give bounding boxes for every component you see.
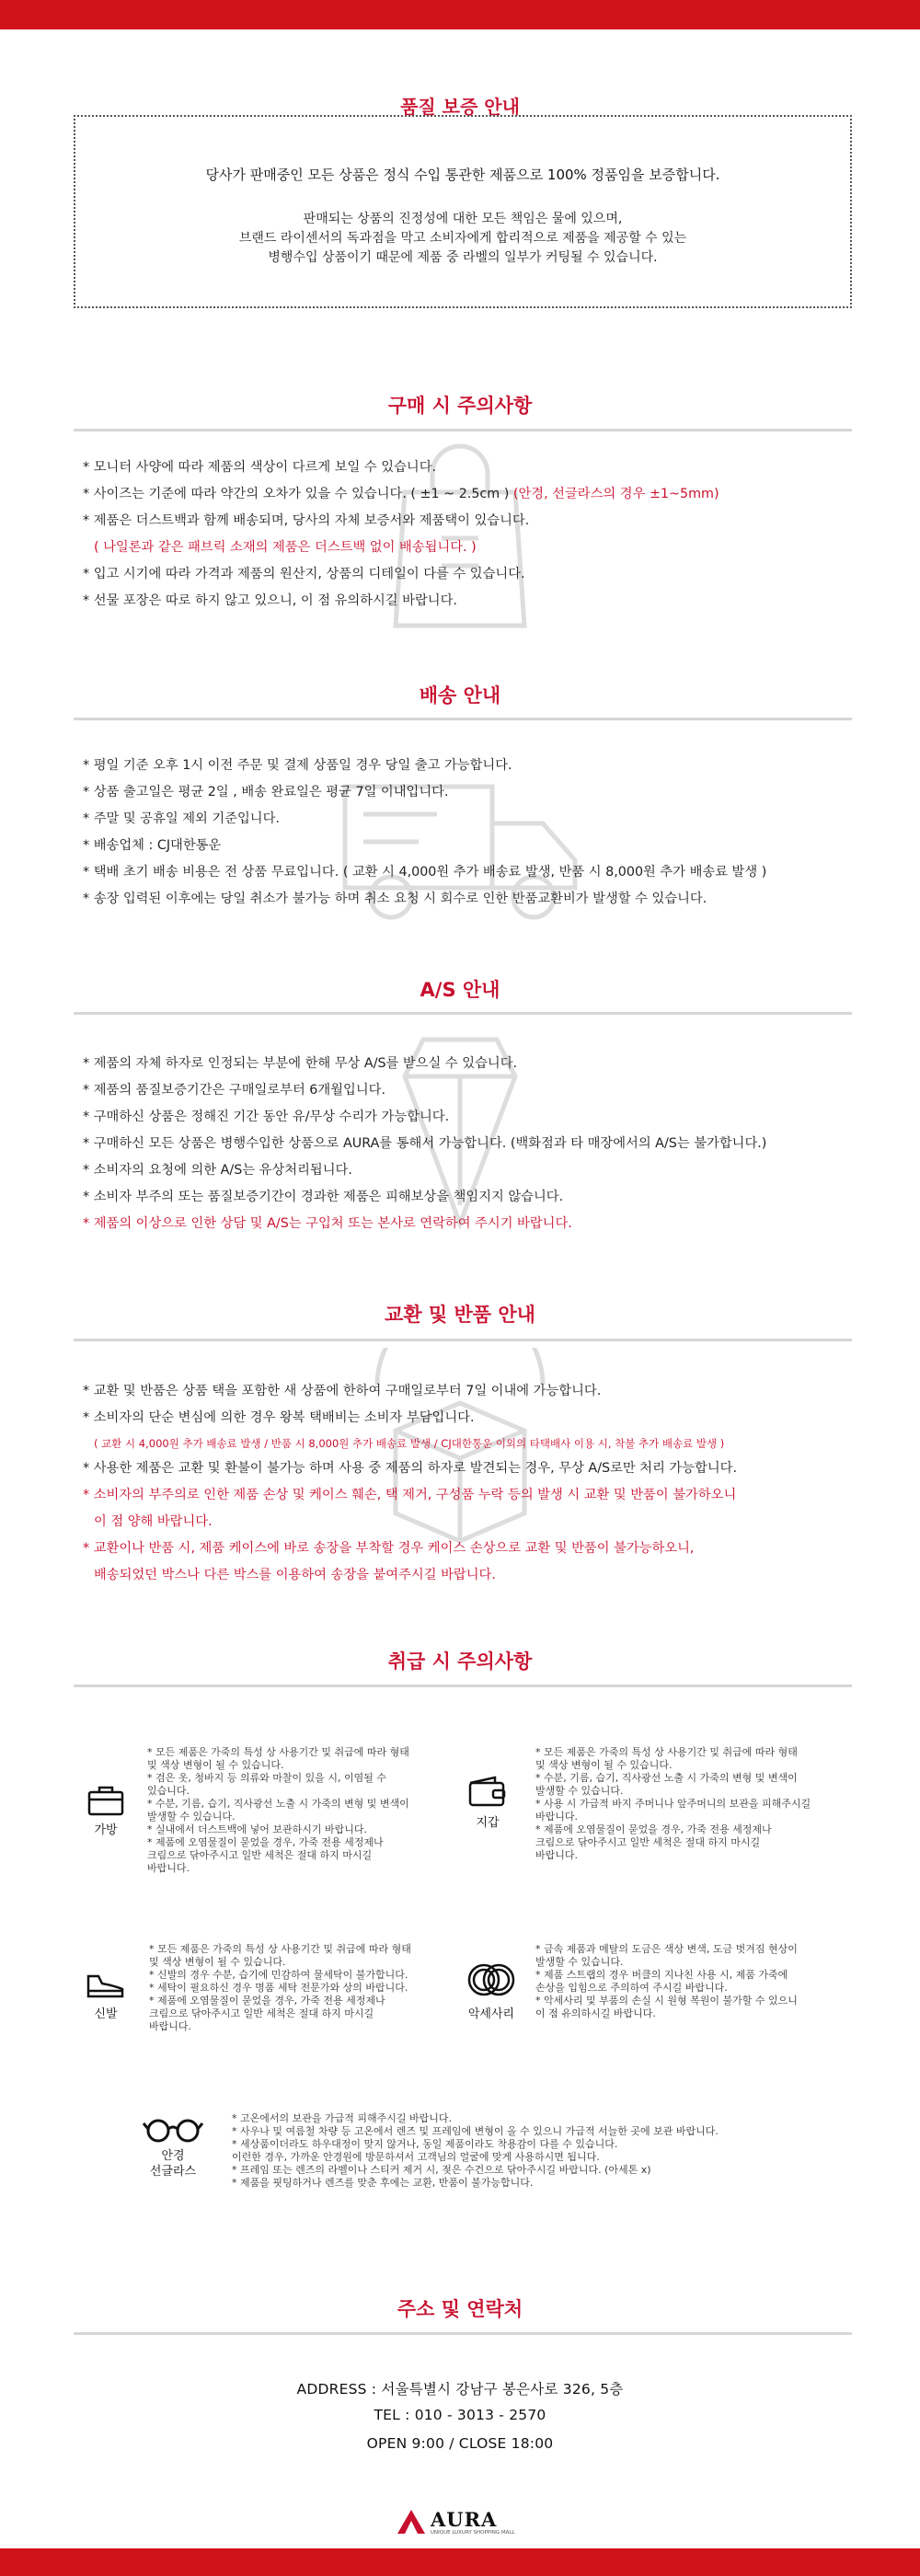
care-line: 바랍니다. [147,1862,190,1874]
list-item: * 구매하신 모든 상품은 병행수입한 상품으로 AURA를 통해서 가능합니다. (백화점과 타 매장에서의 A/S는 불가합니다.) [83,1136,767,1151]
list-item: * 입고 시기에 따라 가격과 제품의 원산지, 상품의 디테일이 다를 수 있습니다. [83,567,525,581]
shoes-card-icon [83,1969,129,2021]
care-line: 크림으로 닦아주시고 일반 세척은 절대 하지 마시길 [147,1849,373,1861]
divider [74,2332,852,2335]
shipping-title: 배송 안내 [419,684,501,707]
aura-logo [396,2508,524,2539]
size-note: (안경, 선글라스의 경우 ±1~5mm) [509,487,719,501]
care-line: 발생할 수 있습니다. [147,1811,236,1823]
care-line: * 검은 옷, 청바지 등 의류와 마찰이 있을 시, 이염될 수 [147,1772,386,1784]
glasses-card-icon [136,2116,210,2179]
contact-hours: OPEN 9:00 / CLOSE 18:00 [366,2435,554,2452]
quality-box [74,115,852,308]
wallet-label: 지갑 [476,1816,500,1830]
accessory-label: 악세사리 [467,2007,515,2021]
contact-title: 주소 및 연락처 [397,2298,523,2320]
care-line: 및 색상 변형이 될 수 있습니다. [149,1956,286,1968]
bag-care-text [147,1746,414,1875]
purchase-title: 구매 시 주의사항 [387,395,533,417]
logo-text: AURA [431,2508,498,2531]
rings-icon [466,1960,517,2000]
list-item: * 제품의 이상으로 인한 상담 및 A/S는 구입처 또는 본사로 연락하여 주시기 바랍니다. [83,1216,572,1231]
top-red-bar [0,0,920,29]
care-line: * 제품에 오염물질이 묻었을 경우, 가죽 전용 세정제나 [535,1823,772,1835]
care-line: * 모든 제품은 가죽의 특성 상 사용기간 및 취급에 따라 형태 [147,1746,409,1758]
shoe-icon [86,1969,126,2000]
care-line: 이 점 유의하시길 바랍니다. [535,2007,656,2019]
shoes-care-text [149,1943,425,2033]
list-item-note: ( 나일론과 같은 패브릭 소재의 제품은 더스트백 없이 배송됩니다. ) [94,540,477,555]
care-line: * 사우나 및 여름철 차량 등 고온에서 렌즈 및 프레임에 변형이 올 수 있으니 가급적 서늘한 곳에 보관 바랍니다. [232,2125,719,2137]
list-item-cont: 배송되었던 박스나 다른 박스를 이용하여 송장을 붙여주시길 바랍니다. [94,1568,496,1582]
list-item: * 주말 및 공휴일 제외 기준입니다. [83,811,280,826]
list-item: * 송장 입력된 이후에는 당일 취소가 불가능 하며 취소 요청 시 회수로 인한 반품교환비가 발생할 수 있습니다. [83,891,707,906]
list-item: * 소비자 부주의 또는 품질보증기간이 경과한 제품은 피해보상을 책임지지 않습니다. [83,1190,564,1204]
list-item: * 배송업체 : CJ대한통운 [83,838,222,853]
divider [74,718,852,720]
list-item: * 사용한 제품은 교환 및 환불이 불가능 하며 사용 중 제품의 하자로 발견되는 경우, 무상 A/S로만 처리 가능합니다. [83,1461,738,1476]
care-line: 손상을 입힘으로 주의하여 주시길 바랍니다. [535,1982,728,1994]
divider [74,1012,852,1015]
care-line: 및 색상 변형이 될 수 있습니다. [147,1759,284,1771]
shipping-list [83,753,865,913]
contact-address: ADDRESS : 서울특별시 강남구 봉은사로 326, 5층 [296,2381,624,2398]
list-item-note: ( 교환 시 4,000원 추가 배송료 발생 / 반품 시 8,000원 추가 배송료 발생 / CJ대한통운 이외의 타택배사 이용 시, 착불 추가 배송료 발생 ) [94,1437,725,1450]
list-item: * 상품 출고일은 평균 2일 , 배송 완료일은 평균 7일 이내입니다. [83,785,449,799]
care-line: * 수분, 기름, 습기, 직사광선 노출 시 가죽의 변형 및 변색이 [535,1772,798,1784]
logo-subtitle: UNIQUE LUXURY SHOPPING MALL [431,2530,515,2536]
care-line: 있습니다. [147,1785,190,1797]
care-title: 취급 시 주의사항 [387,1650,533,1673]
wallet-icon [467,1776,508,1809]
divider [74,429,852,431]
bottom-red-bar [0,2548,920,2576]
as-title: A/S 안내 [420,979,500,1001]
glasses-label-1: 안경 [161,2149,185,2163]
list-item [83,481,865,508]
wallet-card-icon [465,1776,511,1830]
care-line: 발생할 수 있습니다. [535,1956,624,1968]
accessory-card-icon [458,1960,524,2021]
contact-tel: TEL : 010 - 3013 - 2570 [374,2407,546,2423]
logo-mark-icon [396,2508,427,2536]
care-line: * 제품을 핏팅하거나 렌즈를 맞춘 후에는 교환, 반품이 불가능합니다. [232,2177,534,2189]
bag-card-icon [83,1783,129,1837]
care-line: * 모든 제품은 가죽의 특성 상 사용기간 및 취급에 따라 형태 [149,1943,411,1955]
care-line: * 고온에서의 보관을 가급적 피해주시길 바랍니다. [232,2112,452,2124]
wallet-care-text [535,1746,848,1862]
care-line: 및 색상 변형이 될 수 있습니다. [535,1759,673,1771]
care-line: * 신발의 경우 수분, 습기에 민감하여 물세탁이 불가합니다. [149,1969,408,1981]
quality-paragraph [75,210,850,268]
list-item-text: * 사이즈는 기준에 따라 약간의 오차가 있을 수 있습니다. ( ±1 ~ 2.5cm ) [83,487,510,501]
care-line: * 모든 제품은 가죽의 특성 상 사용기간 및 취급에 따라 형태 [535,1746,798,1758]
care-line: 발생할 수 있습니다. [535,1785,624,1797]
care-line: 바랍니다. [535,1849,579,1861]
list-item: * 택배 초기 배송 비용은 전 상품 무료입니다. ( 교환 시 4,000원 추가 배송료 발생, 반품 시 8,000원 추가 배송료 발생 ) [83,865,767,880]
care-line: * 사용 시 가급적 바지 주머니나 앞주머니의 보관을 피해주시길 [535,1798,811,1810]
care-line: 크림으로 닦아주시고 일반 세척은 절대 하지 마시길 [535,1836,761,1848]
list-item: * 제품은 더스트백과 함께 배송되며, 당사의 자체 보증서와 제품택이 있습니다. [83,513,530,528]
divider [74,1685,852,1687]
bag-icon [86,1783,125,1816]
accessory-care-text [535,1943,848,2020]
list-item: * 소비자의 부주의로 인한 제품 손상 및 케이스 훼손, 택 제거, 구성품 누락 등의 발생 시 교환 및 반품이 불가하오니 [83,1488,737,1502]
care-line: * 프레임 또는 렌즈의 라벨이나 스티커 제거 시, 젖은 수건으로 닦아주시길 바랍니다. (아세톤 x) [232,2164,651,2176]
quality-statement: 당사가 판매중인 모든 상품은 정식 수입 통관한 제품으로 100% 정품임을 보증합니다. [205,167,720,183]
care-line: * 악세사리 및 부품의 손실 시 원형 복원이 불가할 수 있으니 [535,1995,798,2007]
quality-para-line: 병행수입 상품이기 때문에 제품 중 라벨의 일부가 커팅될 수 있습니다. [268,250,658,265]
list-item: * 교환 및 반품은 상품 택을 포함한 새 상품에 한하여 구매일로부터 7일 이내에 가능합니다. [83,1384,602,1398]
list-item: * 선물 포장은 따로 하지 않고 있으니, 이 점 유의하시길 바랍니다. [83,593,457,608]
exchange-list [83,1378,865,1589]
glasses-icon [142,2116,204,2144]
list-item: * 평일 기준 오후 1시 이전 주문 및 결제 상품일 경우 당일 출고 가능합니다. [83,758,512,773]
list-item: * 모니터 사양에 따라 제품의 색상이 다르게 보일 수 있습니다. [83,460,437,475]
list-item: * 소비자의 요청에 의한 A/S는 유상처리됩니다. [83,1163,352,1178]
list-item: * 구매하신 상품은 정해진 기간 동안 유/무상 수리가 가능합니다. [83,1110,450,1124]
quality-para-line: 판매되는 상품의 진정성에 대한 모든 책임은 물에 있으며, [303,212,623,226]
bag-label: 가방 [94,1823,118,1837]
exchange-title: 교환 및 반품 안내 [385,1304,535,1326]
care-line: * 제품에 오염물질이 묻었을 경우, 가죽 전용 세정제나 [147,1836,384,1848]
list-item: * 소비자의 단순 변심에 의한 경우 왕복 택배비는 소비자 부담입니다. [83,1410,475,1425]
divider [74,1339,852,1341]
list-item: * 교환이나 반품 시, 제품 케이스에 바로 송장을 부착할 경우 케이스 손상으로 교환 및 반품이 불가능하오니, [83,1541,695,1556]
quality-para-line: 브랜드 라이센서의 독과점을 막고 소비자에게 합리적으로 제품을 제공할 수 있는 [238,231,687,246]
care-line: * 수분, 기름, 습기, 직사광선 노출 시 가죽의 변형 및 변색이 [147,1798,409,1810]
shoes-label: 신발 [94,2007,118,2021]
care-line: * 금속 제품과 메탈의 도금은 색상 변색, 도금 벗겨짐 현상이 [535,1943,798,1955]
care-line: * 제품에 오염물질이 묻었을 경우, 가죽 전용 세정제나 [149,1995,385,2007]
purchase-list [83,454,865,615]
care-line: * 세상품이더라도 하우대정이 맞지 않거나, 동일 제품이라도 착용감이 다를 수 있습니다. [232,2138,618,2150]
care-line: 바랍니다. [149,2020,192,2032]
glasses-care-text [232,2112,876,2190]
list-item-cont: 이 점 양해 바랍니다. [94,1514,213,1529]
care-line: * 실내에서 더스트백에 넣어 보관하시기 바랍니다. [147,1823,367,1835]
care-line: 이런한 경우, 가까운 안경원에 방문하셔서 고객님의 얼굴에 맞게 사용하시면 됩니다. [232,2151,600,2163]
care-line: * 제품 스트랩의 경우 버클의 지나친 사용 시, 제품 가죽에 [535,1969,788,1981]
as-list [83,1051,865,1237]
list-item: * 제품의 자체 하자로 인정되는 부분에 한해 무상 A/S를 받으실 수 있습니다. [83,1056,518,1071]
care-line: * 세탁이 필요하신 경우 명품 세탁 전문가와 상의 바랍니다. [149,1982,408,1994]
glasses-label-2: 선글라스 [149,2165,197,2179]
care-line: 크림으로 닦아주시고 일반 세척은 절대 하지 마시길 [149,2007,374,2019]
care-line: 바랍니다. [535,1811,579,1823]
quality-title: 품질 보증 안내 [400,96,520,118]
list-item: * 제품의 품질보증기간은 구매일로부터 6개월입니다. [83,1083,385,1098]
